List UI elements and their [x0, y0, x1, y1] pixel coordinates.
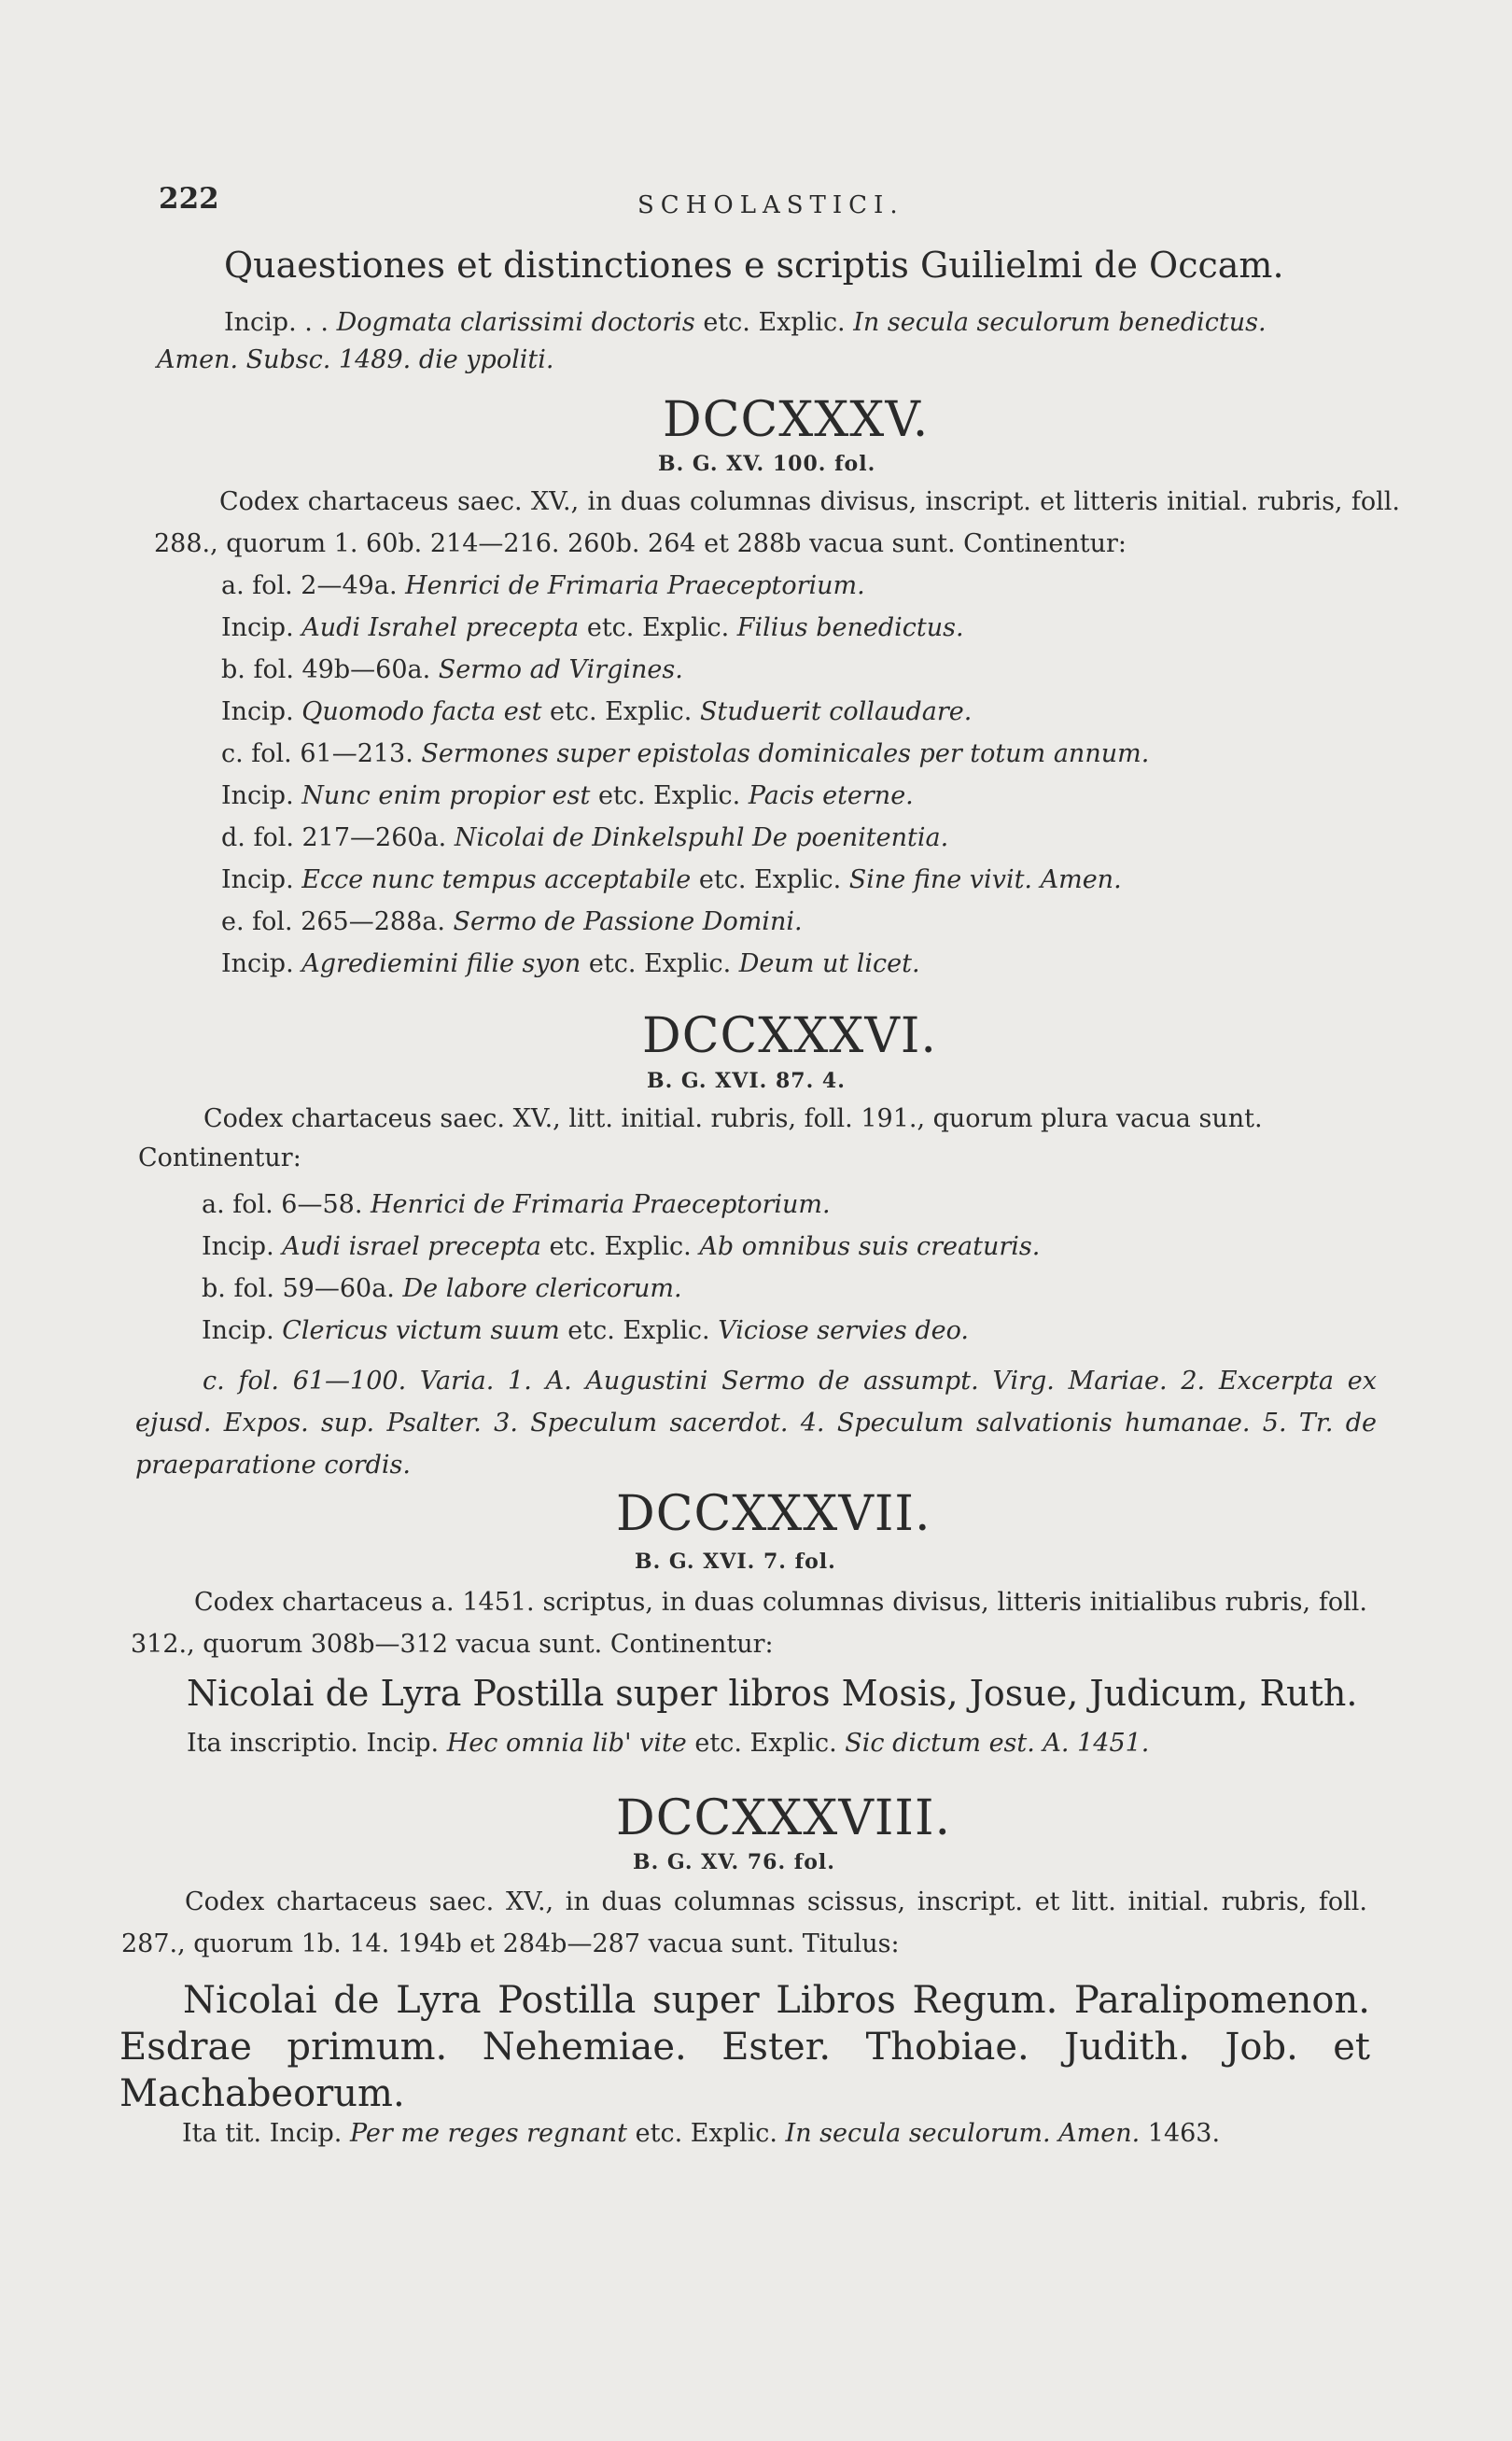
codex-signature: DCCXXXVIII.	[616, 1790, 952, 1846]
codex-signature: DCCXXXVI.	[642, 1008, 937, 1064]
content-incipit-c: Incip. Nunc enim propior est etc. Explic. Pacis eterne.	[221, 781, 914, 810]
content-incipit-a: Incip. Audi Israhel precepta etc. Explic. Filius benedictus.	[221, 613, 964, 642]
content-item-a: a. fol. 6—58. Henrici de Frimaria Praeceptorium.	[202, 1190, 831, 1219]
running-head: SCHOLASTICI.	[637, 191, 904, 219]
entry-subscription-line: Amen. Subsc. 1489. die ypoliti.	[157, 345, 554, 374]
codex-description: Codex chartaceus a. 1451. scriptus, in duas columnas divisus, litteris initialibus rubris, foll. 312., quorum 308b—312 vacua sunt. Continentur:	[131, 1588, 1367, 1659]
codex-description: Codex chartaceus saec. XV., litt. initial. rubris, foll. 191., quorum plura vacua sunt.	[203, 1104, 1263, 1133]
work-incipit: Ita tit. Incip. Per me reges regnant etc. Explic. In secula seculorum. Amen. 1463.	[182, 2119, 1221, 2148]
work-incipit: Ita inscriptio. Incip. Hec omnia lib' vite etc. Explic. Sic dictum est. A. 1451.	[187, 1729, 1150, 1758]
content-incipit-e: Incip. Agrediemini filie syon etc. Explic. Deum ut licet.	[221, 949, 920, 978]
content-incipit-d: Incip. Ecce nunc tempus acceptabile etc. Explic. Sine fine vivit. Amen.	[221, 865, 1122, 894]
codex-description-continued: Continentur:	[138, 1143, 301, 1172]
codex-signature: DCCXXXVII.	[616, 1486, 931, 1542]
content-incipit-b: Incip. Quomodo facta est etc. Explic. Studuerit collaudare.	[221, 697, 973, 726]
entry-title-occam: Quaestiones et distinctiones e scriptis Guilielmi de Occam.	[224, 245, 1284, 286]
codex-signature: DCCXXXV.	[663, 392, 930, 448]
content-item-a: a. fol. 2—49a. Henrici de Frimaria Praeceptorium.	[221, 571, 865, 600]
shelfmark: B. G. XVI. 7. fol.	[635, 1550, 836, 1574]
content-item-d: d. fol. 217—260a. Nicolai de Dinkelspuhl De poenitentia.	[221, 823, 949, 852]
codex-description: Codex chartaceus saec. XV., in duas columnas scissus, inscript. et litt. initial. rubris, foll. 287., quorum 1b. 14. 194b et 284b—287 vacua sunt. Titulus:	[121, 1887, 1367, 1958]
content-item-c: c. fol. 61—213. Sermones super epistolas dominicales per totum annum.	[221, 739, 1150, 768]
content-item-c: c. fol. 61—100. Varia. 1. A. Augustini Sermo de assumpt. Virg. Mariae. 2. Excerpta ex ejusd. Expos. sup. Psalter. 3. Speculum sacerdot. 4. Speculum salvationis humanae. 5. Tr. de praeparatione cordis.	[135, 1367, 1377, 1480]
content-item-b: b. fol. 59—60a. De labore clericorum.	[202, 1274, 682, 1303]
codex-description: Codex chartaceus saec. XV., in duas columnas divisus, inscript. et litteris initial. rubris, foll. 288., quorum 1. 60b. 214—216. 260b. 264 et 288b vacua sunt. Continentur:	[154, 487, 1400, 558]
content-item-b: b. fol. 49b—60a. Sermo ad Virgines.	[221, 655, 683, 684]
content-item-e: e. fol. 265—288a. Sermo de Passione Domini.	[221, 907, 803, 936]
page-number: 222	[159, 182, 219, 216]
entry-incipit-line: Incip. . . Dogmata clarissimi doctoris etc. Explic. In secula seculorum benedictus.	[224, 308, 1267, 337]
shelfmark: B. G. XV. 76. fol.	[633, 1850, 835, 1874]
shelfmark: B. G. XVI. 87. 4.	[647, 1069, 846, 1093]
work-title: Nicolai de Lyra Postilla super Libros Regum. Paralipomenon. Esdrae primum. Nehemiae. Ester. Thobiae. Judith. Job. et Machabeorum.	[119, 1979, 1370, 2115]
shelfmark: B. G. XV. 100. fol.	[658, 452, 876, 476]
content-incipit-a: Incip. Audi israel precepta etc. Explic. Ab omnibus suis creaturis.	[202, 1232, 1041, 1261]
content-incipit-b: Incip. Clericus victum suum etc. Explic. Viciose servies deo.	[202, 1316, 969, 1345]
work-title: Nicolai de Lyra Postilla super libros Mosis, Josue, Judicum, Ruth.	[187, 1673, 1358, 1714]
